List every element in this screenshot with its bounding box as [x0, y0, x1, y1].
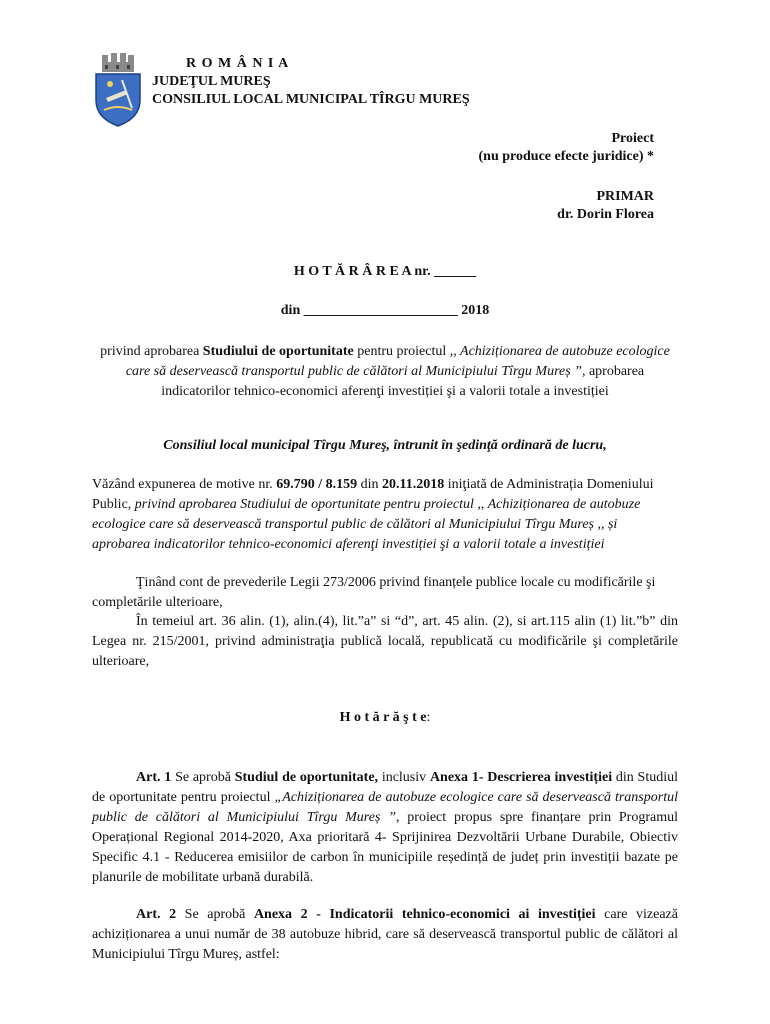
article-1: Art. 1 Se aprobă Studiul de oportunitate, inclusiv Anexa 1- Descrierea investiției din Studiul de oportunitate pentru proiectul „Achiziționarea de autobuze ecologice care să deservească transportul public de călători al Municipiului Tîrgu Mureș ”, proiect propus spre finanțare prin Programul Operațional Regional 2014-2020, Axa prioritară 4- Sprijinirea Dezvoltării Urbane Durabile, Obiectiv Specific 4.1 - Reducerea emisiilor de carbon în municipiile reședință de județ prin investiții bazate pe planurile de mobilitate urbană durabilă. [92, 770, 678, 885]
header-country: R O M Â N I A [186, 56, 290, 71]
considering-paragraph: Văzând expunerea de motive nr. 69.790 / 8.159 din 20.11.2018 iniţiată de Administrația Domeniului Public, privind aprobarea Studiului de oportunitate pentru proiectul ,, Achiziționarea de autobuze ecologice care să deservească transportul public de călători al Municipiului Tîrgu Mureș ,, și aprobarea indicatorilor tehnico-economici aferenţi investiției şi a valorii totale a investiției [92, 477, 654, 552]
council-session-line: Consiliul local municipal Tîrgu Mureş, întrunit în şedinţă ordinară de lucru, [163, 438, 607, 453]
mayor-name: dr. Dorin Florea [557, 207, 654, 222]
mayor-title: PRIMAR [596, 189, 654, 204]
coat-of-arms-icon [92, 52, 144, 128]
decides-heading: H o t ă r ă ş t e: [339, 710, 431, 725]
project-label: Proiect [611, 131, 654, 146]
law-paragraph-1: Ţinând cont de prevederile Legii 273/2006 privind finanțele publice locale cu modificările şi completările ulterioare, [92, 575, 656, 610]
header-county: JUDEŢUL MUREŞ [152, 74, 271, 89]
decision-title: H O T Ă R Â R E A nr. ______ [293, 264, 477, 279]
header-council: CONSILIUL LOCAL MUNICIPAL TÎRGU MUREŞ [152, 92, 470, 107]
decision-subject: privind aprobarea Studiului de oportunitate pentru proiectul ,, Achiziționarea de autobuze ecologice care să deservească transportul public de călători al Municipiului Tîrgu Mureș ”, aprobarea indicatorilor tehnico-economici aferenţi investiției şi a valorii totale a investiției [100, 344, 670, 399]
project-note: (nu produce efecte juridice) * [478, 149, 654, 164]
law-paragraph-2: În temeiul art. 36 alin. (1), alin.(4), lit.”a” si “d”, art. 45 alin. (2), si art.115 alin (1) lit.”b” din Legea nr. 215/2001, privind administraţia publică locală, republicată cu modificările şi completările ulterioare, [92, 614, 678, 669]
decision-date: din ______________________ 2018 [280, 303, 490, 318]
article-2: Art. 2 Se aprobă Anexa 2 - Indicatorii tehnico-economici ai investiției care vizează achiziționarea a unui număr de 38 autobuze hibrid, care să deservească transportul public de călători al Municipiului Tîrgu Mureș, astfel: [92, 907, 678, 962]
